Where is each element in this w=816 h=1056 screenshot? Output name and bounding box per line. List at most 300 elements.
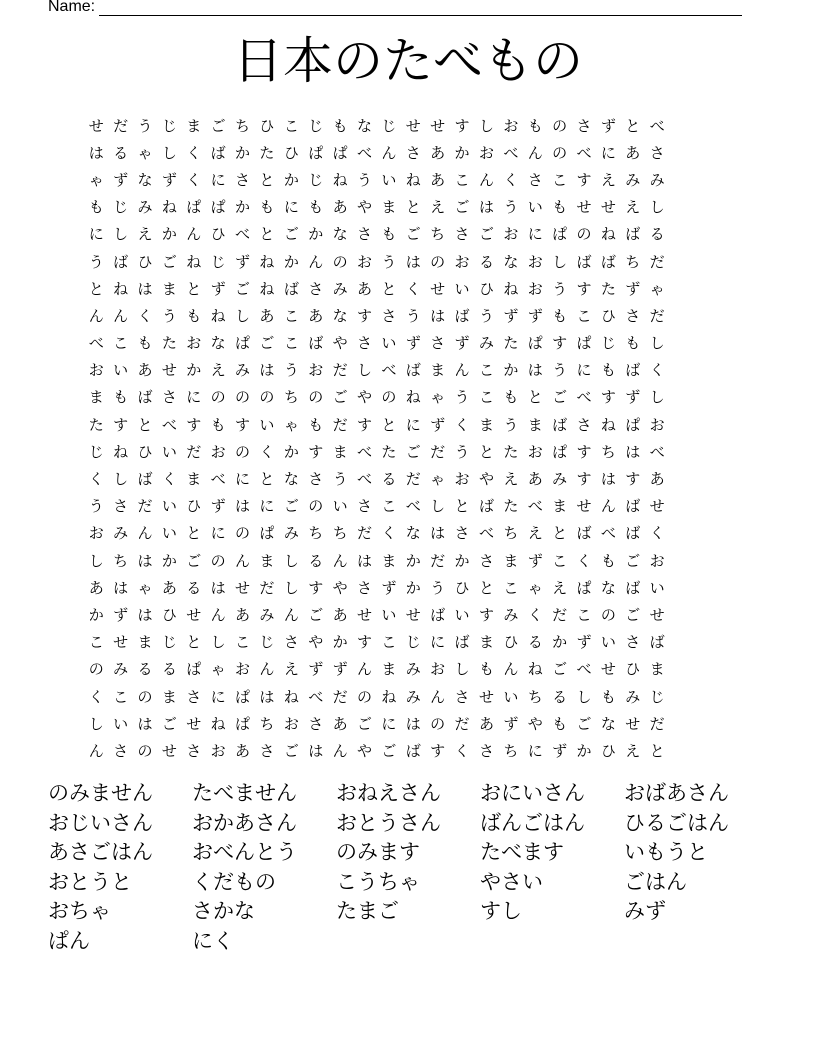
grid-letter: は	[88, 143, 104, 162]
grid-letter: ん	[186, 225, 202, 244]
grid-letter: ゃ	[283, 415, 299, 434]
grid-letter: は	[259, 361, 275, 380]
grid-letter: み	[259, 605, 275, 624]
grid-letter: じ	[210, 252, 226, 271]
grid-letter: と	[186, 633, 202, 652]
grid-letter: ん	[283, 605, 299, 624]
grid-letter: し	[454, 660, 470, 679]
grid-letter: だ	[430, 551, 446, 570]
grid-letter: ご	[161, 252, 177, 271]
grid-letter: だ	[332, 415, 348, 434]
grid-letter: ば	[454, 306, 470, 325]
grid-letter: も	[600, 551, 616, 570]
grid-letter: ぱ	[576, 578, 592, 597]
grid-letter: ず	[576, 633, 592, 652]
grid-letter: た	[503, 442, 519, 461]
grid-letter: な	[210, 334, 226, 353]
grid-letter: ご	[625, 551, 641, 570]
grid-letter: ず	[625, 388, 641, 407]
grid-letter: せ	[356, 605, 372, 624]
grid-letter: の	[235, 442, 251, 461]
grid-letter: こ	[552, 551, 568, 570]
grid-letter: せ	[161, 361, 177, 380]
grid-row	[84, 493, 669, 520]
grid-letter: あ	[235, 605, 251, 624]
grid-letter: ね	[405, 170, 421, 189]
grid-letter: い	[259, 415, 275, 434]
grid-letter: ゃ	[137, 578, 153, 597]
grid-letter: ね	[503, 279, 519, 298]
grid-letter: べ	[356, 143, 372, 162]
grid-letter: え	[527, 524, 543, 543]
grid-letter: ば	[576, 252, 592, 271]
grid-letter: じ	[600, 334, 616, 353]
grid-letter: の	[600, 605, 616, 624]
grid-letter: の	[137, 687, 153, 706]
grid-letter: ず	[235, 252, 251, 271]
grid-letter: た	[381, 442, 397, 461]
grid-letter: の	[356, 687, 372, 706]
grid-letter: ま	[478, 415, 494, 434]
grid-letter: か	[161, 225, 177, 244]
grid-letter: く	[527, 605, 543, 624]
grid-letter: も	[332, 116, 348, 135]
grid-letter: に	[283, 198, 299, 217]
grid-letter: も	[478, 660, 494, 679]
grid-letter: し	[113, 470, 129, 489]
grid-letter: は	[137, 279, 153, 298]
grid-letter: ま	[649, 660, 665, 679]
grid-letter: や	[332, 334, 348, 353]
grid-letter: た	[161, 334, 177, 353]
grid-letter: さ	[283, 633, 299, 652]
grid-letter: こ	[113, 687, 129, 706]
grid-letter: ば	[454, 633, 470, 652]
grid-row	[84, 465, 669, 492]
word-list-item: にく	[192, 928, 234, 953]
grid-letter: く	[649, 361, 665, 380]
word-list-item: おとうと	[48, 869, 132, 894]
grid-letter: た	[503, 334, 519, 353]
grid-letter: し	[210, 633, 226, 652]
grid-letter: ん	[503, 660, 519, 679]
grid-letter: せ	[430, 279, 446, 298]
grid-letter: く	[503, 170, 519, 189]
grid-letter: ひ	[161, 605, 177, 624]
word-list-item: たべません	[192, 781, 297, 805]
grid-letter: ね	[161, 198, 177, 217]
grid-letter: の	[235, 388, 251, 407]
grid-letter: も	[552, 198, 568, 217]
word-list-item: いもうと	[624, 840, 708, 865]
grid-letter: ね	[600, 415, 616, 434]
name-label: Name:	[48, 0, 96, 15]
grid-letter: と	[381, 279, 397, 298]
grid-letter: え	[430, 198, 446, 217]
grid-letter: は	[259, 687, 275, 706]
grid-letter: お	[527, 279, 543, 298]
grid-letter: だ	[552, 605, 568, 624]
grid-letter: せ	[478, 687, 494, 706]
grid-letter: う	[454, 442, 470, 461]
grid-letter: ば	[283, 279, 299, 298]
grid-letter: ね	[405, 388, 421, 407]
grid-letter: と	[259, 170, 275, 189]
grid-letter: な	[600, 714, 616, 733]
grid-letter: ご	[186, 551, 202, 570]
grid-letter: み	[625, 170, 641, 189]
grid-letter: あ	[332, 714, 348, 733]
grid-letter: さ	[625, 633, 641, 652]
grid-letter: だ	[649, 714, 665, 733]
grid-letter: は	[430, 524, 446, 543]
grid-letter: べ	[576, 143, 592, 162]
grid-letter: ち	[625, 252, 641, 271]
grid-letter: な	[503, 252, 519, 271]
grid-letter: か	[88, 605, 104, 624]
grid-letter: ぱ	[332, 143, 348, 162]
grid-letter: も	[137, 334, 153, 353]
grid-letter: は	[308, 741, 324, 760]
grid-letter: ひ	[478, 279, 494, 298]
grid-letter: お	[356, 252, 372, 271]
grid-letter: は	[235, 497, 251, 516]
grid-letter: の	[381, 388, 397, 407]
grid-letter: の	[259, 388, 275, 407]
grid-letter: く	[454, 741, 470, 760]
grid-letter: ん	[137, 524, 153, 543]
grid-letter: ぱ	[235, 334, 251, 353]
grid-letter: べ	[88, 334, 104, 353]
grid-letter: す	[576, 279, 592, 298]
grid-letter: く	[186, 170, 202, 189]
grid-letter: と	[381, 415, 397, 434]
grid-letter: ね	[259, 279, 275, 298]
grid-letter: ご	[161, 714, 177, 733]
grid-letter: み	[503, 605, 519, 624]
grid-row	[84, 221, 669, 248]
grid-row	[84, 166, 669, 193]
grid-letter: に	[210, 170, 226, 189]
word-list-item: おちゃ	[48, 899, 111, 924]
grid-letter: ま	[137, 633, 153, 652]
grid-letter: ご	[478, 225, 494, 244]
grid-letter: と	[478, 442, 494, 461]
grid-letter: か	[283, 442, 299, 461]
grid-letter: る	[649, 225, 665, 244]
grid-letter: ず	[625, 279, 641, 298]
grid-letter: せ	[405, 116, 421, 135]
grid-letter: べ	[649, 116, 665, 135]
grid-letter: す	[356, 306, 372, 325]
grid-letter: さ	[478, 551, 494, 570]
grid-letter: せ	[576, 198, 592, 217]
grid-letter: べ	[478, 524, 494, 543]
grid-letter: さ	[430, 334, 446, 353]
grid-letter: ご	[210, 116, 226, 135]
grid-letter: や	[308, 633, 324, 652]
grid-letter: る	[137, 660, 153, 679]
grid-letter: お	[454, 470, 470, 489]
grid-letter: さ	[308, 470, 324, 489]
grid-letter: ず	[527, 551, 543, 570]
grid-letter: お	[235, 660, 251, 679]
grid-letter: ち	[332, 524, 348, 543]
grid-letter: ず	[381, 578, 397, 597]
grid-letter: ず	[308, 660, 324, 679]
grid-letter: た	[88, 415, 104, 434]
grid-letter: ん	[88, 741, 104, 760]
grid-letter: ま	[186, 470, 202, 489]
grid-letter: ま	[381, 660, 397, 679]
grid-letter: ひ	[503, 633, 519, 652]
word-list-item: さかな	[192, 899, 255, 924]
grid-letter: ご	[356, 714, 372, 733]
grid-letter: と	[552, 524, 568, 543]
grid-letter: も	[552, 306, 568, 325]
grid-letter: ば	[649, 633, 665, 652]
grid-letter: ば	[430, 605, 446, 624]
grid-letter: は	[356, 551, 372, 570]
grid-letter: く	[381, 524, 397, 543]
grid-letter: み	[113, 524, 129, 543]
grid-letter: ば	[576, 524, 592, 543]
grid-letter: ぱ	[576, 334, 592, 353]
grid-letter: ね	[210, 306, 226, 325]
grid-letter: に	[527, 741, 543, 760]
grid-letter: じ	[161, 116, 177, 135]
grid-letter: く	[576, 551, 592, 570]
grid-letter: や	[356, 198, 372, 217]
grid-letter: あ	[332, 198, 348, 217]
grid-letter: だ	[259, 578, 275, 597]
word-list-item: こうちゃ	[336, 869, 420, 894]
grid-letter: ぱ	[527, 334, 543, 353]
grid-letter: み	[405, 687, 421, 706]
grid-letter: ぱ	[552, 442, 568, 461]
grid-letter: べ	[308, 687, 324, 706]
grid-letter: ぱ	[552, 225, 568, 244]
grid-letter: と	[259, 225, 275, 244]
grid-row	[84, 275, 669, 302]
word-list-item: やさい	[480, 869, 543, 894]
grid-letter: じ	[308, 116, 324, 135]
grid-letter: や	[356, 741, 372, 760]
grid-row	[84, 112, 669, 139]
grid-letter: ご	[552, 660, 568, 679]
grid-letter: お	[430, 660, 446, 679]
grid-letter: の	[235, 524, 251, 543]
grid-letter: ん	[235, 551, 251, 570]
grid-letter: と	[186, 279, 202, 298]
grid-letter: だ	[454, 714, 470, 733]
grid-letter: ず	[405, 334, 421, 353]
grid-letter: い	[161, 524, 177, 543]
grid-letter: こ	[454, 170, 470, 189]
grid-letter: さ	[649, 143, 665, 162]
grid-letter: す	[600, 388, 616, 407]
grid-letter: と	[625, 116, 641, 135]
grid-letter: だ	[430, 442, 446, 461]
grid-letter: や	[478, 470, 494, 489]
grid-letter: い	[381, 170, 397, 189]
grid-letter: こ	[381, 633, 397, 652]
grid-letter: お	[308, 361, 324, 380]
grid-letter: か	[576, 741, 592, 760]
grid-letter: の	[210, 388, 226, 407]
grid-letter: ね	[259, 252, 275, 271]
grid-letter: は	[137, 605, 153, 624]
grid-letter: る	[161, 660, 177, 679]
grid-letter: み	[235, 361, 251, 380]
grid-letter: も	[113, 388, 129, 407]
grid-letter: こ	[381, 497, 397, 516]
grid-letter: べ	[576, 660, 592, 679]
grid-letter: ば	[308, 334, 324, 353]
grid-row	[84, 248, 669, 275]
grid-letter: い	[113, 714, 129, 733]
grid-letter: ひ	[259, 116, 275, 135]
grid-letter: あ	[332, 605, 348, 624]
grid-letter: ひ	[283, 143, 299, 162]
grid-letter: こ	[283, 116, 299, 135]
grid-letter: う	[161, 306, 177, 325]
grid-letter: ご	[576, 714, 592, 733]
grid-letter: に	[88, 225, 104, 244]
grid-letter: ん	[210, 605, 226, 624]
grid-row	[84, 683, 669, 710]
grid-letter: や	[527, 714, 543, 733]
grid-letter: か	[503, 361, 519, 380]
grid-letter: か	[283, 170, 299, 189]
grid-letter: え	[625, 741, 641, 760]
grid-letter: す	[430, 741, 446, 760]
grid-letter: し	[283, 551, 299, 570]
grid-letter: ん	[332, 741, 348, 760]
grid-letter: ち	[308, 524, 324, 543]
grid-letter: べ	[405, 497, 421, 516]
grid-letter: か	[405, 578, 421, 597]
grid-letter: う	[503, 198, 519, 217]
grid-letter: し	[161, 143, 177, 162]
grid-letter: ん	[478, 170, 494, 189]
grid-letter: と	[405, 198, 421, 217]
grid-letter: だ	[649, 252, 665, 271]
grid-letter: ひ	[137, 252, 153, 271]
grid-letter: た	[259, 143, 275, 162]
grid-letter: う	[430, 578, 446, 597]
grid-letter: と	[259, 470, 275, 489]
grid-letter: い	[454, 279, 470, 298]
grid-letter: く	[88, 687, 104, 706]
grid-letter: ば	[625, 361, 641, 380]
grid-letter: の	[552, 116, 568, 135]
grid-row	[84, 574, 669, 601]
grid-letter: も	[186, 306, 202, 325]
grid-letter: さ	[186, 687, 202, 706]
grid-letter: く	[186, 143, 202, 162]
grid-letter: ゃ	[430, 470, 446, 489]
grid-letter: ば	[137, 470, 153, 489]
grid-letter: い	[113, 361, 129, 380]
grid-row	[84, 629, 669, 656]
grid-letter: す	[356, 633, 372, 652]
word-list-item: くだもの	[192, 869, 276, 894]
grid-letter: も	[600, 361, 616, 380]
grid-letter: ひ	[625, 660, 641, 679]
grid-letter: ぱ	[625, 415, 641, 434]
grid-letter: な	[332, 306, 348, 325]
grid-letter: こ	[478, 388, 494, 407]
grid-letter: せ	[600, 660, 616, 679]
grid-row	[84, 411, 669, 438]
grid-letter: す	[576, 442, 592, 461]
grid-letter: さ	[235, 170, 251, 189]
grid-letter: ご	[454, 198, 470, 217]
grid-letter: あ	[88, 578, 104, 597]
grid-letter: ま	[381, 551, 397, 570]
grid-letter: お	[478, 143, 494, 162]
grid-letter: あ	[308, 306, 324, 325]
grid-letter: ゃ	[649, 279, 665, 298]
grid-letter: べ	[503, 143, 519, 162]
grid-letter: ご	[235, 279, 251, 298]
word-list-item: たまご	[336, 899, 399, 924]
grid-letter: ち	[600, 442, 616, 461]
grid-letter: せ	[649, 605, 665, 624]
grid-letter: こ	[283, 334, 299, 353]
grid-letter: じ	[88, 442, 104, 461]
grid-letter: ご	[283, 741, 299, 760]
grid-letter: さ	[356, 578, 372, 597]
grid-letter: は	[137, 551, 153, 570]
grid-letter: べ	[600, 524, 616, 543]
grid-letter: や	[356, 388, 372, 407]
grid-letter: か	[454, 143, 470, 162]
grid-letter: な	[137, 170, 153, 189]
grid-letter: ず	[332, 660, 348, 679]
grid-letter: ご	[405, 442, 421, 461]
grid-letter: ご	[283, 497, 299, 516]
grid-letter: か	[161, 551, 177, 570]
grid-letter: ば	[478, 497, 494, 516]
grid-letter: と	[527, 388, 543, 407]
grid-letter: と	[137, 415, 153, 434]
grid-letter: ご	[283, 225, 299, 244]
grid-letter: い	[503, 687, 519, 706]
grid-letter: ご	[308, 605, 324, 624]
grid-letter: さ	[454, 524, 470, 543]
grid-letter: る	[527, 633, 543, 652]
grid-letter: せ	[161, 741, 177, 760]
grid-letter: べ	[576, 388, 592, 407]
grid-letter: に	[210, 524, 226, 543]
grid-letter: こ	[576, 306, 592, 325]
grid-letter: と	[454, 497, 470, 516]
grid-letter: く	[161, 470, 177, 489]
grid-letter: に	[576, 361, 592, 380]
grid-letter: じ	[308, 170, 324, 189]
grid-letter: こ	[552, 170, 568, 189]
grid-letter: ず	[210, 497, 226, 516]
grid-letter: お	[454, 252, 470, 271]
grid-letter: さ	[113, 497, 129, 516]
grid-letter: ば	[625, 497, 641, 516]
grid-letter: い	[161, 497, 177, 516]
grid-letter: い	[381, 605, 397, 624]
grid-letter: し	[113, 225, 129, 244]
grid-letter: し	[88, 714, 104, 733]
